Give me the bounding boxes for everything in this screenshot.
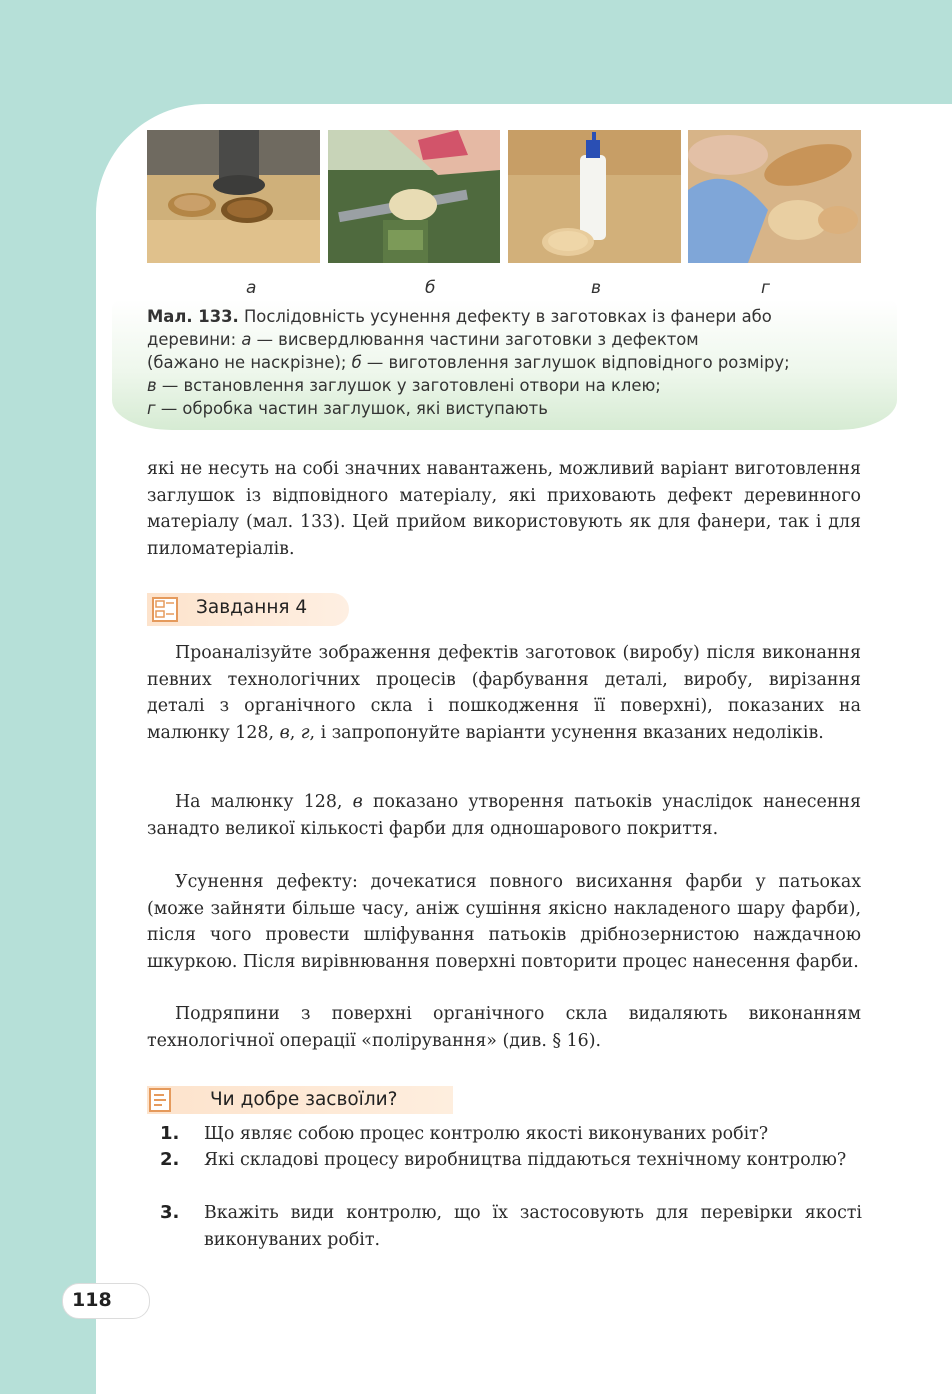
caption-text: (бажано не наскрізне); <box>147 353 352 372</box>
question-text: Вкажіть види контролю, що їх застосовують для перевірки якості виконуваних робіт. <box>204 1203 862 1250</box>
answer-paragraph-3: Подряпини з поверхні органічного скла видаляють виконанням технологічної операції «полірування» (див. § 16). <box>147 1004 861 1051</box>
figure-letter-a: а <box>246 278 257 298</box>
caption-text: — обробка частин заглушок, які виступають <box>155 399 548 418</box>
photo-gluing <box>508 130 681 263</box>
question-text: Які складові процесу виробництва піддаються технічному контролю? <box>204 1150 847 1170</box>
photo-filing <box>328 130 500 263</box>
caption-italic-letter: г <box>147 399 156 418</box>
caption-italic-letter: б <box>351 353 362 372</box>
question-number: 3. <box>160 1202 180 1223</box>
caption-italic-letter: в <box>147 376 157 395</box>
intro-paragraph: які не несуть на собі значних навантажень, можливий варіант виготовлення заглушок із відповідного матеріалу, які приховають дефект деревинного матеріалу (мал. 133). Цей прийом використовують як для фанери, так і для пиломатеріалів. <box>147 459 861 559</box>
photo-trimming <box>688 130 861 263</box>
figure-letter-g: г <box>761 278 770 298</box>
questions-label: Чи добре засвоїли? <box>210 1089 398 1110</box>
question-text: Що являє собою процес контролю якості виконуваних робіт? <box>204 1124 769 1144</box>
figure-caption <box>147 305 867 420</box>
page-number: 118 <box>72 1289 112 1311</box>
photo-drilling <box>147 130 320 263</box>
task-text: Проаналізуйте зображення дефектів заготовок (виробу) після виконання певних технологічних процесів (фарбування деталі, виробу, вирізання деталі з органічного скла і пошкодження її поверхні), показаних на малюнку 128, в, г, і запропонуйте варіанти усунення вказаних недоліків. <box>147 643 861 743</box>
caption-text: — встановлення заглушок у заготовлені отвори на клею; <box>156 376 661 395</box>
answer-paragraph-1: На малюнку 128, в показано утворення патьоків унаслідок нанесення занадто великої кількості фарби для одношарового покриття. <box>147 792 861 839</box>
caption-italic-letter: а <box>241 330 252 349</box>
task-label: Завдання 4 <box>196 597 308 618</box>
answer-paragraph-2: Усунення дефекту: дочекатися повного висихання фарби у патьоках (може зайняти більше часу, аніж сушіння якісно накладеного шару фарби), після чого провести шліфування патьоків дрібнозернистою наждачною шкуркою. Після вирівнювання поверхні повторити процес нанесення фарби. <box>147 872 861 972</box>
task-icon <box>152 597 178 622</box>
caption-text: — висвердлювання частини заготовки з дефектом <box>251 330 699 349</box>
caption-text: Послідовність усунення дефекту в заготовках із фанери або <box>243 307 772 326</box>
caption-text: — виготовлення заглушок відповідного розміру; <box>361 353 790 372</box>
figure-letter-v: в <box>591 278 602 298</box>
caption-label: Мал. 133. <box>147 307 239 326</box>
caption-text: деревини: <box>147 330 242 349</box>
question-number: 1. <box>160 1123 180 1144</box>
questions-icon <box>148 1088 176 1112</box>
figure-letter-b: б <box>425 278 436 298</box>
question-number: 2. <box>160 1149 180 1170</box>
